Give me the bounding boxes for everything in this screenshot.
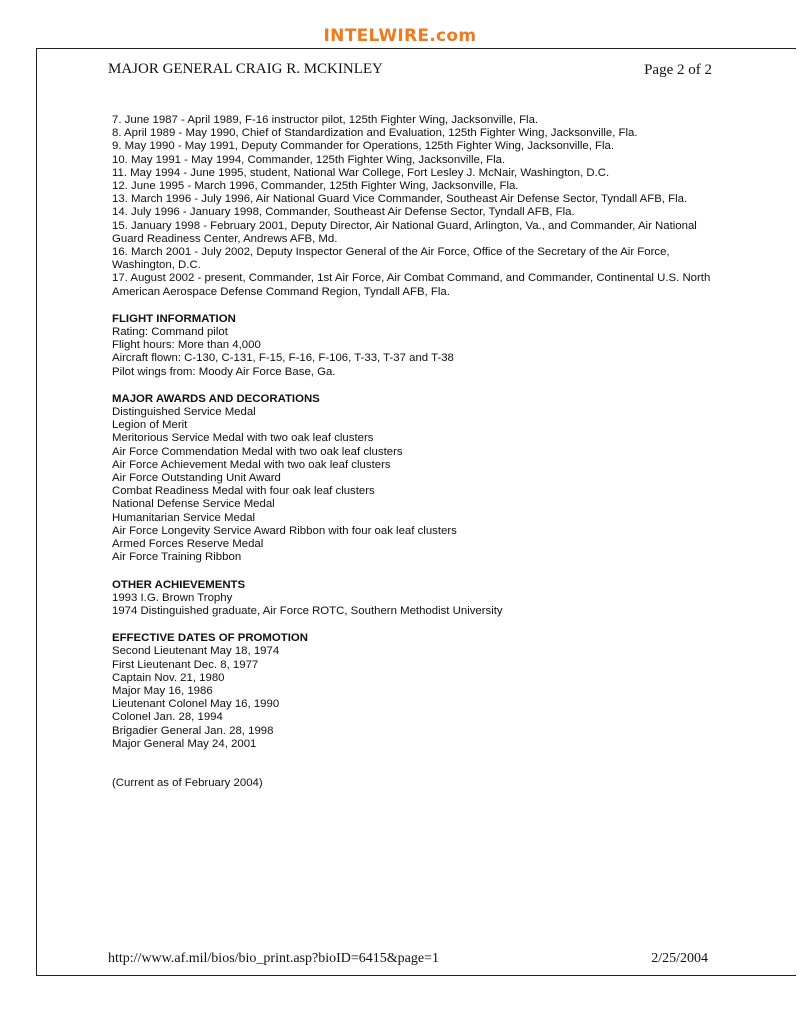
assignment-item: 13. March 1996 - July 1996, Air National Guard Vice Commander, Southeast Air Defense Sector, Tyndall AFB, Fla. [112,193,688,206]
assignment-item: 7. June 1987 - April 1989, F-16 instructor pilot, 125th Fighter Wing, Jacksonville, Fla. [112,114,539,126]
list-item: National Defense Service Medal [112,498,275,511]
list-item: Armed Forces Reserve Medal [112,538,264,551]
watermark: INTELWIRE.com [323,26,477,46]
assignments-list [112,114,712,299]
awards-section [112,393,712,565]
list-item: Humanitarian Service Medal [112,511,256,524]
header-name: MAJOR GENERAL CRAIG R. MCKINLEY [108,61,383,77]
assignment-item: 16. March 2001 - July 2002, Deputy Inspector General of the Air Force, Office of the Secretary of the Air Force, Washington, D.C. [112,246,670,272]
list-item: Air Force Commendation Medal with two oak leaf clusters [112,445,403,458]
document-body [112,114,712,790]
current-as-of-note: (Current as of February 2004) [112,776,263,789]
flight-information-section [112,313,712,379]
section-heading: FLIGHT INFORMATION [112,312,236,325]
top-rule [36,48,796,49]
list-item: Air Force Longevity Service Award Ribbon with four oak leaf clusters [112,524,457,537]
left-rule [36,48,37,976]
section-heading: OTHER ACHIEVEMENTS [112,578,246,591]
list-item: Flight hours: More than 4,000 [112,339,261,352]
header-page-number: Page 2 of 2 [644,62,712,78]
promotion-dates-section [112,632,712,751]
list-item: Lieutenant Colonel May 16, 1990 [112,698,280,711]
list-item: Legion of Merit [112,419,188,432]
list-item: Captain Nov. 21, 1980 [112,671,225,684]
assignment-item: 17. August 2002 - present, Commander, 1st Air Force, Air Combat Command, and Commander, Continental U.S. North American Aerospace Defense Command Region, Tyndall AFB, Fla. [112,272,711,298]
list-item: Air Force Training Ribbon [112,551,242,564]
assignment-item: 12. June 1995 - March 1996, Commander, 125th Fighter Wing, Jacksonville, Fla. [112,180,519,193]
list-item: Air Force Outstanding Unit Award [112,472,281,485]
list-item: Aircraft flown: C-130, C-131, F-15, F-16, F-106, T-33, T-37 and T-38 [112,352,454,365]
footer-date: 2/25/2004 [651,951,708,966]
assignment-item: 9. May 1990 - May 1991, Deputy Commander for Operations, 125th Fighter Wing, Jacksonville, Fla. [112,140,615,153]
section-heading: MAJOR AWARDS AND DECORATIONS [112,392,320,405]
list-item: Combat Readiness Medal with four oak leaf clusters [112,485,375,498]
list-item: Pilot wings from: Moody Air Force Base, Ga. [112,365,336,378]
list-item: Brigadier General Jan. 28, 1998 [112,724,274,737]
assignment-item: 10. May 1991 - May 1994, Commander, 125th Fighter Wing, Jacksonville, Fla. [112,153,506,166]
list-item: Rating: Command pilot [112,326,228,339]
list-item: Colonel Jan. 28, 1994 [112,711,223,724]
list-item: Second Lieutenant May 18, 1974 [112,645,280,658]
assignment-item: 14. July 1996 - January 1998, Commander, Southeast Air Defense Sector, Tyndall AFB, Fla. [112,206,575,219]
list-item: Major May 16, 1986 [112,684,213,697]
list-item: First Lieutenant Dec. 8, 1977 [112,658,259,671]
list-item: 1974 Distinguished graduate, Air Force ROTC, Southern Methodist University [112,604,503,617]
list-item: Major General May 24, 2001 [112,737,257,750]
list-item: Distinguished Service Medal [112,406,256,419]
bottom-rule [36,975,796,976]
footer-url: http://www.af.mil/bios/bio_print.asp?bioID=6415&page=1 [108,951,440,966]
list-item: 1993 I.G. Brown Trophy [112,591,233,604]
list-item: Meritorious Service Medal with two oak leaf clusters [112,432,374,445]
list-item: Air Force Achievement Medal with two oak leaf clusters [112,458,391,471]
assignment-item: 11. May 1994 - June 1995, student, National War College, Fort Lesley J. McNair, Washington, D.C. [112,166,610,179]
assignment-item: 15. January 1998 - February 2001, Deputy Director, Air National Guard, Arlington, Va., and Commander, Air National Guard Readiness Center, Andrews AFB, Md. [112,219,697,245]
assignment-item: 8. April 1989 - May 1990, Chief of Standardization and Evaluation, 125th Fighter Wing, Jacksonville, Fla. [112,127,638,140]
other-achievements-section [112,579,712,619]
section-heading: EFFECTIVE DATES OF PROMOTION [112,632,308,645]
